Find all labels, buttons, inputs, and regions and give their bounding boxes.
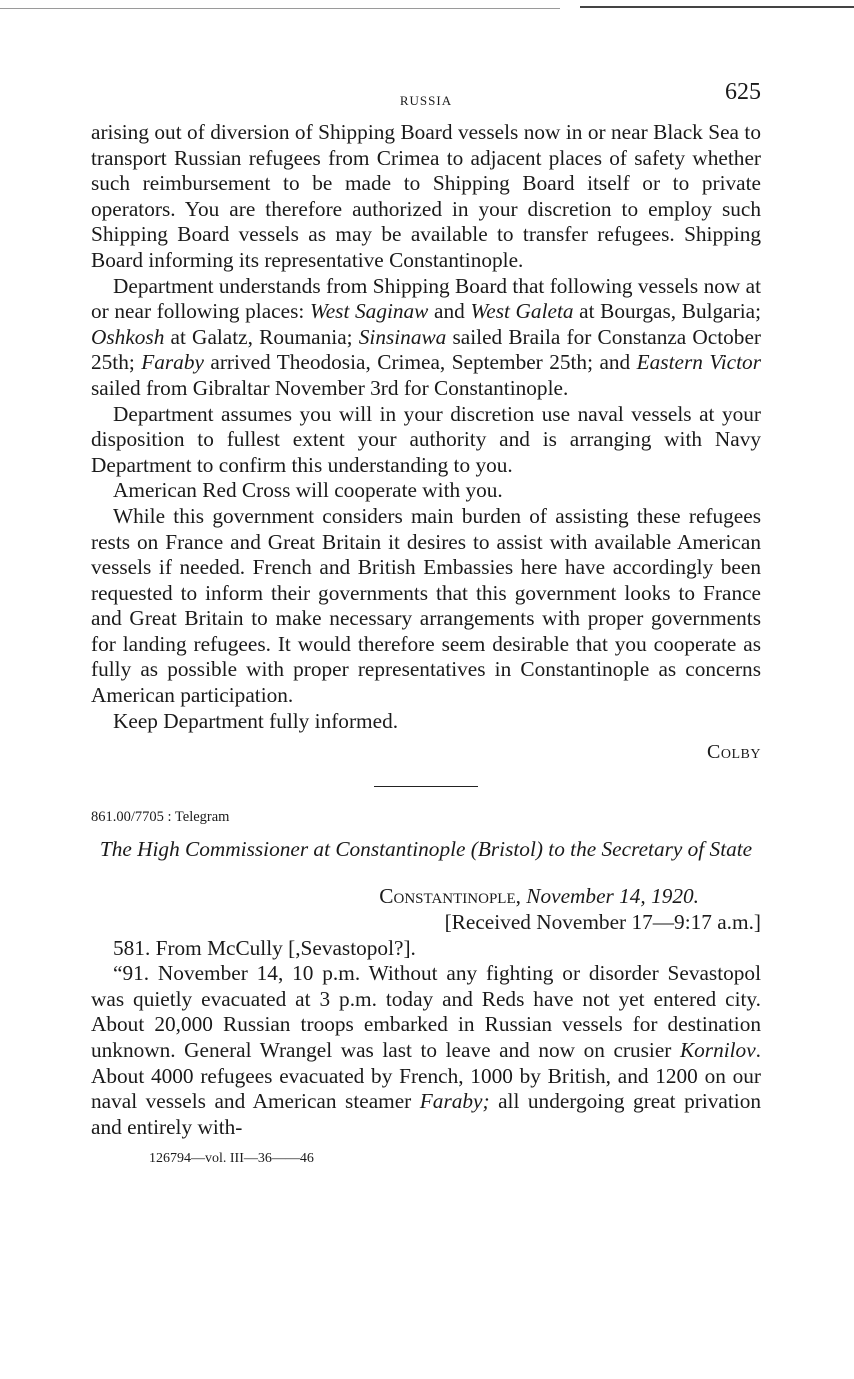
text-run: sailed from Gibraltar November 3rd for Constantinople. [91, 375, 569, 400]
dateline-place: Constantinople, [379, 884, 521, 909]
ship-name: Faraby; [419, 1089, 490, 1114]
paragraph-red-cross: American Red Cross will cooperate with you. [113, 478, 503, 503]
page-number: 625 [725, 79, 761, 105]
text-run: at Galatz, Roumania; [164, 324, 359, 349]
text-run: “91. November 14, 10 p.m. Without any fighting or disorder Sevastopol was quietly evacuated at 3 p.m. today and Reds have not yet entered city. About 20,000 Russian troops embarked in Russian vessels for destination unknown. General Wrangel was last to leave and now on crusier [91, 961, 761, 1062]
telegram-paragraph-from: 581. From McCully [,Sevastopol?]. [113, 935, 416, 960]
page-content [91, 80, 761, 1172]
text-run: Department understands from Shipping Board that following vessels now at or near following places: [91, 273, 761, 324]
dateline [91, 884, 761, 910]
text-run: at Bourgas, Bulgaria; [573, 299, 762, 324]
file-reference: 861.00/7705 : Telegram [91, 808, 230, 825]
ship-name: Kornilov [679, 1038, 756, 1062]
print-reference: 126794—vol. III—36——46 [149, 1151, 314, 1167]
running-title: RUSSIA [399, 93, 453, 108]
ship-name: Oshkosh [91, 324, 165, 349]
text-run: sailed Braila for Constanza October 25th; [91, 324, 761, 375]
text-run: arrived Theodosia, Crimea, September 25th; and [203, 350, 637, 375]
paragraph-naval: Department assumes you will in your discretion use naval vessels at your disposition to fullest extent your authority and is arranging with Navy Department to confirm this understanding to you. [91, 401, 761, 477]
document-title: The High Commissioner at Constantinople (Bristol) to the Secretary of State [99, 837, 753, 862]
received-note: [Received November 17—9:17 a.m.] [444, 910, 761, 935]
dateline-date: November 14, 1920. [526, 884, 699, 909]
text-run: all undergoing great privation and entirely with- [91, 1089, 761, 1139]
top-rule-right [580, 6, 854, 8]
text-run: . About 4000 refugees evacuated by French, 1000 by British, and 1200 on our naval vessels and American steamer [91, 1038, 761, 1114]
paragraph-keep-informed: Keep Department fully informed. [113, 708, 399, 733]
paragraph-continuation: arising out of diversion of Shipping Board vessels now in or near Black Sea to transport Russian refugees from Crimea to adjacent places of safety whether such reimbursement to be made to Shipping Board itself or to private operators. You are therefore authorized in your discretion to employ such Shipping Board vessels as may be available to transfer refugees. Shipping Board informing its representative Constantinople. [91, 120, 761, 272]
ship-name: West Saginaw [309, 299, 429, 324]
ship-name: Sinsinawa [358, 324, 447, 349]
section-divider [374, 786, 478, 787]
ship-name: Faraby [141, 350, 204, 375]
paragraph-government: While this government considers main burden of assisting these refugees rests on France and Great Britain it desires to assist with available American vessels if needed. French and British Embassies here have accordingly been requested to inform their governments that this government looks to France and Great Britain to make necessary arrangements with proper governments for landing refugees. It would therefore seem desirable that you cooperate as fully as possible with proper representatives in Constantinople as concerns American participation. [91, 503, 761, 708]
top-rule-left [0, 8, 560, 9]
signature: Colby [707, 741, 761, 764]
telegram-paragraph-body [91, 961, 761, 1140]
text-run: and [428, 299, 471, 324]
ship-name: Eastern Victor [636, 350, 761, 375]
running-head [91, 80, 761, 120]
paragraph-vessels [91, 274, 761, 402]
ship-name: West Galeta [470, 299, 574, 324]
